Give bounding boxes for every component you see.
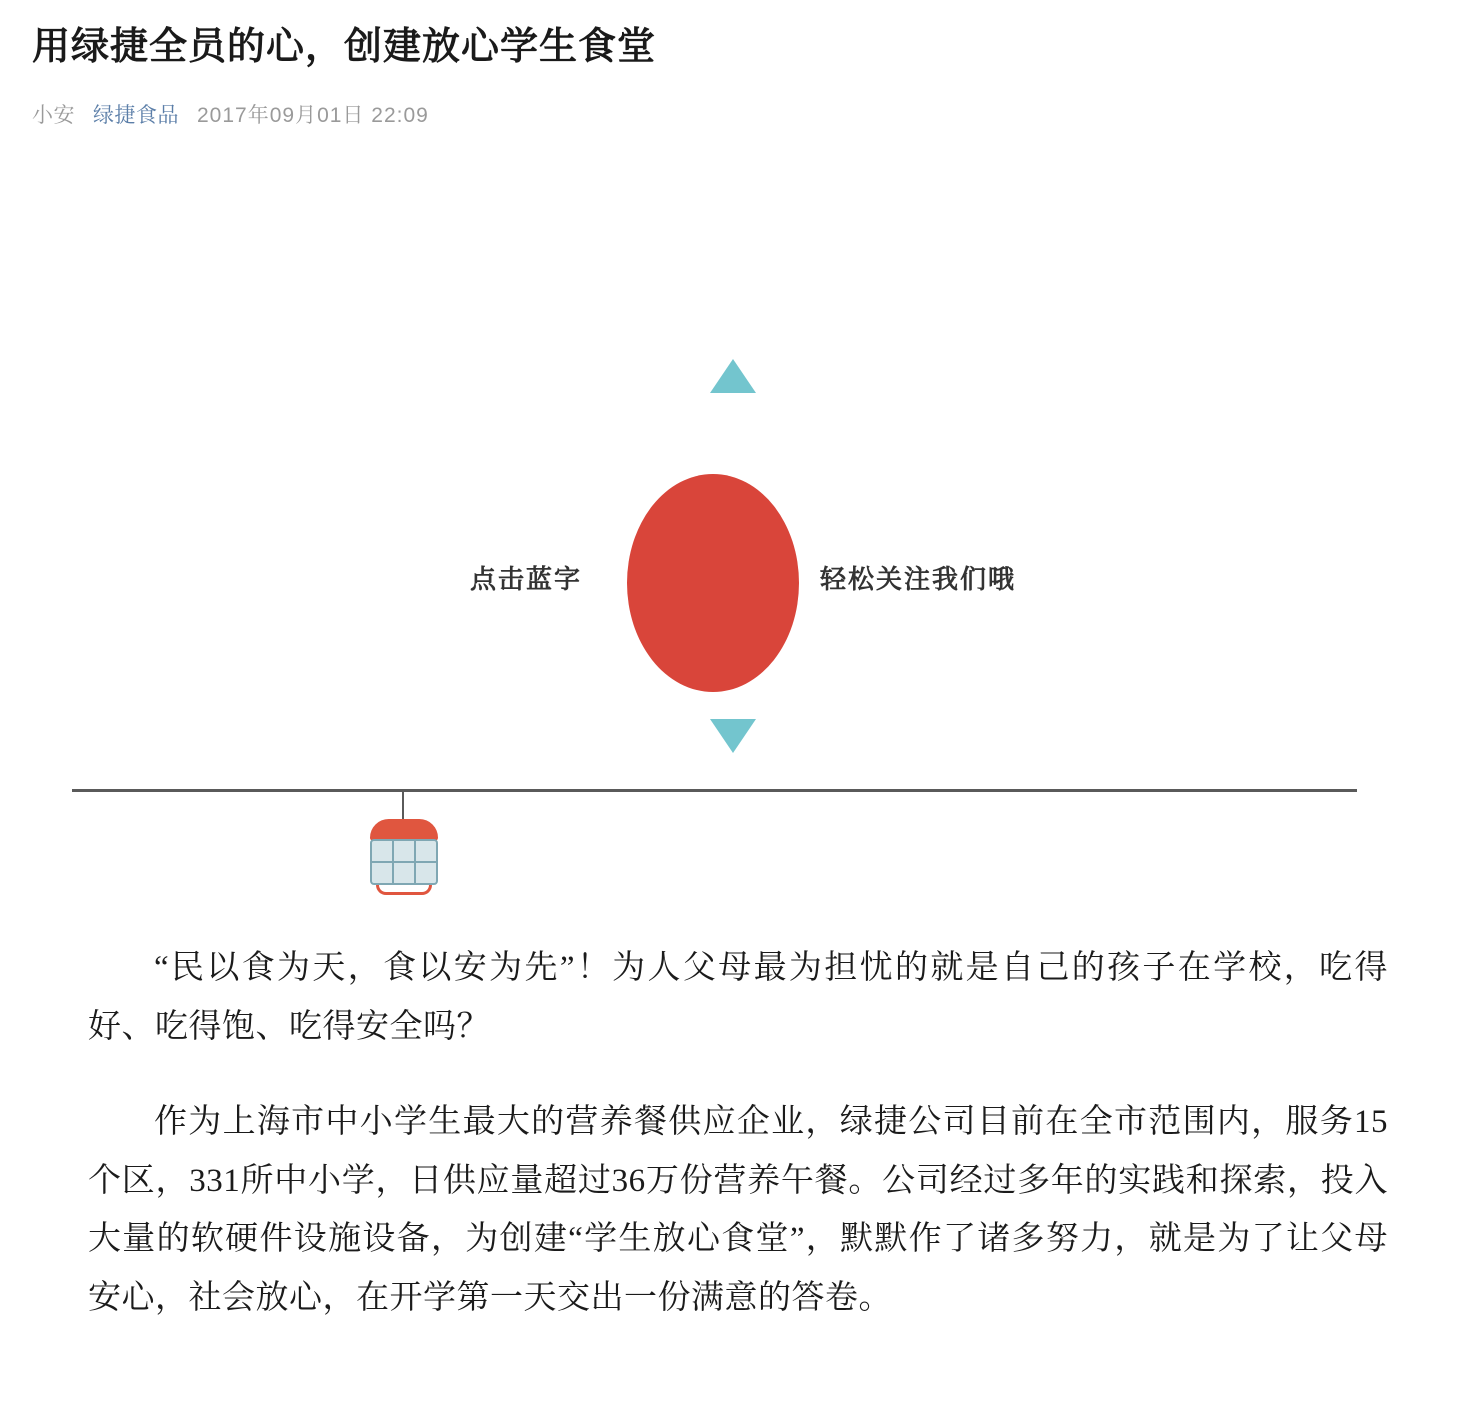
triangle-down-icon	[710, 719, 756, 753]
meta-publish-date: 2017年09月01日 22:09	[197, 104, 429, 128]
article-meta	[32, 99, 1444, 129]
cable-car-body	[370, 839, 438, 885]
paragraph: 作为上海市中小学生最大的营养餐供应企业，绿捷公司目前在全市范围内，服务15个区，331所中小学，日供应量超过36万份营养午餐。公司经过多年的实践和探索，投入大量的软硬件设施设备，为创建“学生放心食堂”，默默作了诸多努力，就是为了让父母安心，社会放心，在开学第一天交出一份满意的答卷。	[88, 1103, 1388, 1316]
page-title: 用绿捷全员的心，创建放心学生食堂	[32, 26, 657, 68]
hero-left-text: 点击蓝字	[470, 564, 583, 595]
triangle-up-icon	[710, 359, 756, 393]
cable-line	[72, 789, 1357, 792]
hero-graphic	[32, 169, 1444, 869]
cable-car-icon	[366, 819, 442, 901]
red-ellipse-shape	[627, 474, 799, 692]
article-body	[32, 939, 1444, 1403]
cable-car-roof	[370, 819, 438, 841]
cable-car-skirt	[376, 885, 432, 895]
meta-author: 小安	[32, 104, 75, 128]
hero-right-text: 轻松关注我们哦	[820, 564, 1017, 595]
meta-account-link[interactable]: 绿捷食品	[93, 104, 179, 128]
paragraph: “民以食为天，食以安为先”！为人父母最为担忧的就是自己的孩子在学校，吃得好、吃得饱、吃得安全吗？	[88, 950, 1388, 1046]
cable-car-bar	[372, 861, 436, 863]
article-page	[0, 22, 1476, 1404]
hero-banner-image	[32, 169, 1444, 869]
